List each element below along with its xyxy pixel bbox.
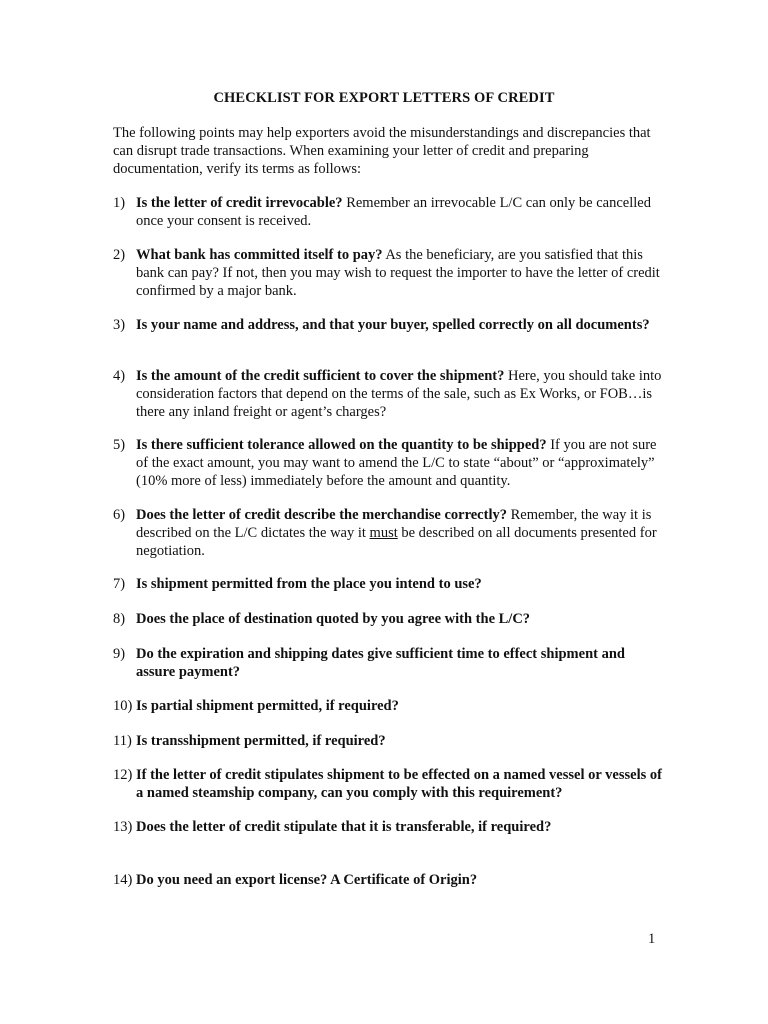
item-question: Is the letter of credit irrevocable? [136,195,343,211]
item-question: Is the amount of the credit sufficient to cover the shipment? [136,368,505,384]
checklist-item-14 [113,871,663,889]
item-detail: As the beneficiary, are you satisfied that this bank can pay? If not, then you may wish to request the importer to have the letter of credit confirmed by a major bank. [136,247,660,299]
item-number: 7) [113,576,126,592]
item-detail: If you are not sure of the exact amount, you may want to amend the L/C to state “about” or “approximately” (10% more of less) immediately before the amount and quantity. [136,437,657,489]
checklist-item-7 [113,575,663,593]
item-question: What bank has committed itself to pay? [136,247,383,263]
item-number: 8) [113,611,126,627]
item-number: 4) [113,368,126,384]
item-number: 14) [113,872,133,888]
item-question: Do you need an export license? A Certificate of Origin? [136,872,478,888]
document-title: CHECKLIST FOR EXPORT LETTERS OF CREDIT [213,90,555,106]
item-question: Is transshipment permitted, if required? [136,733,386,749]
item-number: 13) [113,819,133,835]
item-number: 3) [113,317,126,333]
checklist-item-4 [113,367,663,421]
item-number: 1) [113,195,126,211]
checklist-item-8 [113,610,663,628]
intro-paragraph: The following points may help exporters avoid the misunderstandings and discrepancies that can disrupt trade transactions. When examining your letter of credit and preparing documentation, verify its terms as follows: [113,125,651,177]
item-question: Does the letter of credit describe the merchandise correctly? [136,507,507,523]
item-detail: be described on all documents presented for negotiation. [136,525,657,559]
item-question: Is there sufficient tolerance allowed on the quantity to be shipped? [136,437,547,453]
checklist-item-9 [113,645,663,681]
page-number: 1 [648,931,656,947]
checklist-item-3 [113,316,663,334]
item-detail: Remember an irrevocable L/C can only be cancelled once your consent is received. [136,195,651,229]
item-detail: Remember, the way it is described on the L/C dictates the way it [136,507,652,541]
item-number: 9) [113,646,126,662]
checklist-item-1 [113,194,663,230]
checklist-item-10 [113,697,663,715]
checklist-item-2 [113,246,663,300]
checklist-item-11 [113,732,663,750]
item-number: 10) [113,698,133,714]
checklist-item-12 [113,766,663,802]
item-question: Is shipment permitted from the place you intend to use? [136,576,482,592]
item-question: Is partial shipment permitted, if required? [136,698,399,714]
item-number: 6) [113,507,126,523]
item-number: 12) [113,767,133,783]
item-question: Does the place of destination quoted by you agree with the L/C? [136,611,531,627]
checklist-item-6 [113,506,663,560]
checklist-item-5 [113,436,663,490]
item-question: Does the letter of credit stipulate that it is transferable, if required? [136,819,552,835]
item-question: If the letter of credit stipulates shipment to be effected on a named vessel or vessels of a named steamship company, can you comply with this requirement? [136,767,662,801]
item-number: 5) [113,437,126,453]
item-number: 2) [113,247,126,263]
item-detail-emphasis: must [369,525,398,541]
item-question: Do the expiration and shipping dates give sufficient time to effect shipment and assure payment? [136,646,625,680]
item-number: 11) [113,733,132,749]
checklist-item-13 [113,818,663,836]
item-detail: Here, you should take into consideration factors that depend on the terms of the sale, such as Ex Works, or FOB…is there any inland freight or agent’s charges? [136,368,662,420]
item-question: Is your name and address, and that your buyer, spelled correctly on all documents? [136,317,650,333]
